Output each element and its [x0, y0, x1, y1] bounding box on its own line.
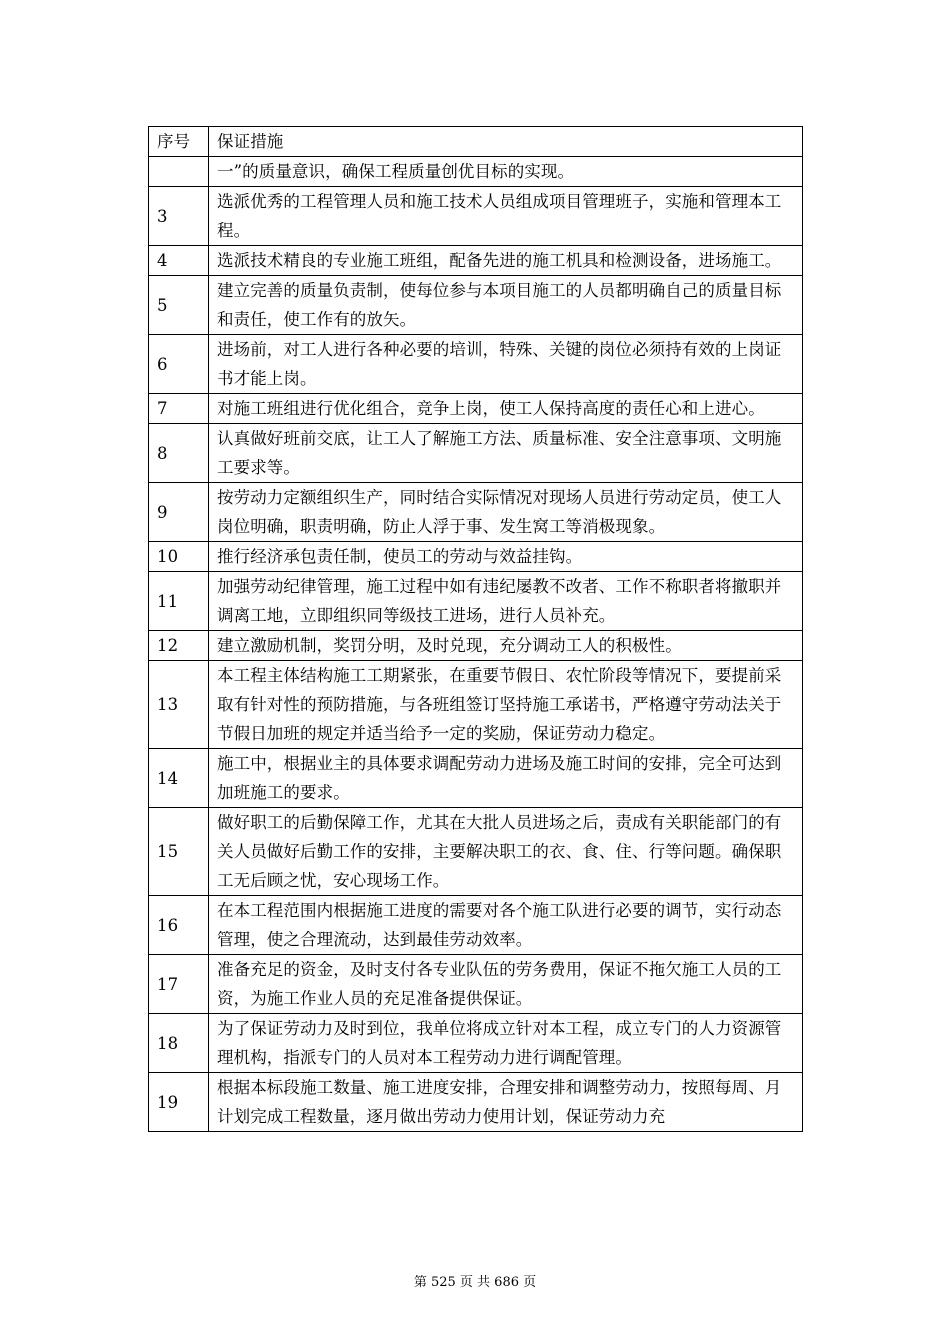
row-measure-text: 对施工班组进行优化组合，竞争上岗，使工人保持高度的责任心和上进心。 [209, 394, 803, 424]
row-measure-text: 为了保证劳动力及时到位，我单位将成立针对本工程，成立专门的人力资源管理机构，指派专门的人员对本工程劳动力进行调配管理。 [209, 1014, 803, 1073]
row-measure-text: 选派技术精良的专业施工班组，配备先进的施工机具和检测设备，进场施工。 [209, 246, 803, 276]
row-number: 8 [149, 424, 209, 483]
row-number: 14 [149, 749, 209, 808]
row-number: 6 [149, 335, 209, 394]
table-row [149, 187, 803, 246]
row-number: 11 [149, 572, 209, 631]
table-row [149, 572, 803, 631]
table-row [149, 394, 803, 424]
table-header-row [149, 127, 803, 157]
row-measure-text: 施工中，根据业主的具体要求调配劳动力进场及施工时间的安排，完全可达到加班施工的要求。 [209, 749, 803, 808]
row-measure-text: 选派优秀的工程管理人员和施工技术人员组成项目管理班子，实施和管理本工程。 [209, 187, 803, 246]
row-number: 13 [149, 661, 209, 749]
row-number: 9 [149, 483, 209, 542]
row-measure-text: 按劳动力定额组织生产，同时结合实际情况对现场人员进行劳动定员，使工人岗位明确，职责明确，防止人浮于事、发生窝工等消极现象。 [209, 483, 803, 542]
row-number: 7 [149, 394, 209, 424]
page-number: 第 525 页 共 686 页 [413, 1275, 537, 1290]
row-measure-text: 加强劳动纪律管理，施工过程中如有违纪屡教不改者、工作不称职者将撤职并调离工地，立即组织同等级技工进场，进行人员补充。 [209, 572, 803, 631]
row-number: 17 [149, 955, 209, 1014]
table-row [149, 483, 803, 542]
row-number: 12 [149, 631, 209, 661]
header-number: 序号 [149, 127, 209, 157]
table-body [149, 157, 803, 1132]
row-number: 10 [149, 542, 209, 572]
table-row [149, 808, 803, 896]
row-number: 15 [149, 808, 209, 896]
table-row [149, 335, 803, 394]
table-row [149, 631, 803, 661]
table-row [149, 661, 803, 749]
row-number: 18 [149, 1014, 209, 1073]
table-row [149, 1073, 803, 1132]
table-row [149, 157, 803, 187]
table-row [149, 276, 803, 335]
row-number: 19 [149, 1073, 209, 1132]
row-measure-text: 本工程主体结构施工工期紧张，在重要节假日、农忙阶段等情况下，要提前采取有针对性的预防措施，与各班组签订坚持施工承诺书，严格遵守劳动法关于节假日加班的规定并适当给予一定的奖励，保证劳动力稳定。 [209, 661, 803, 749]
row-number [149, 157, 209, 187]
row-measure-text: 建立激励机制，奖罚分明，及时兑现，充分调动工人的积极性。 [209, 631, 803, 661]
table-row [149, 246, 803, 276]
row-number: 3 [149, 187, 209, 246]
row-measure-text: 进场前，对工人进行各种必要的培训，特殊、关键的岗位必须持有效的上岗证书才能上岗。 [209, 335, 803, 394]
table-row [149, 749, 803, 808]
row-measure-text: 认真做好班前交底，让工人了解施工方法、质量标准、安全注意事项、文明施工要求等。 [209, 424, 803, 483]
row-measure-text: 根据本标段施工数量、施工进度安排，合理安排和调整劳动力，按照每周、月计划完成工程数量，逐月做出劳动力使用计划，保证劳动力充 [209, 1073, 803, 1132]
table-row [149, 896, 803, 955]
table-row [149, 1014, 803, 1073]
table-row [149, 955, 803, 1014]
row-number: 5 [149, 276, 209, 335]
row-measure-text: 在本工程范围内根据施工进度的需要对各个施工队进行必要的调节，实行动态管理，使之合理流动，达到最佳劳动效率。 [209, 896, 803, 955]
row-measure-text: 做好职工的后勤保障工作，尤其在大批人员进场之后，责成有关职能部门的有关人员做好后勤工作的安排，主要解决职工的衣、食、住、行等问题。确保职工无后顾之忧，安心现场工作。 [209, 808, 803, 896]
table-row [149, 542, 803, 572]
header-measure: 保证措施 [209, 127, 803, 157]
row-number: 4 [149, 246, 209, 276]
row-measure-text: 一”的质量意识，确保工程质量创优目标的实现。 [209, 157, 803, 187]
table-row [149, 424, 803, 483]
row-measure-text: 准备充足的资金，及时支付各专业队伍的劳务费用，保证不拖欠施工人员的工资，为施工作业人员的充足准备提供保证。 [209, 955, 803, 1014]
row-number: 16 [149, 896, 209, 955]
row-measure-text: 推行经济承包责任制，使员工的劳动与效益挂钩。 [209, 542, 803, 572]
row-measure-text: 建立完善的质量负责制，使每位参与本项目施工的人员都明确自己的质量目标和责任，使工作有的放矢。 [209, 276, 803, 335]
measures-table [148, 126, 803, 1132]
